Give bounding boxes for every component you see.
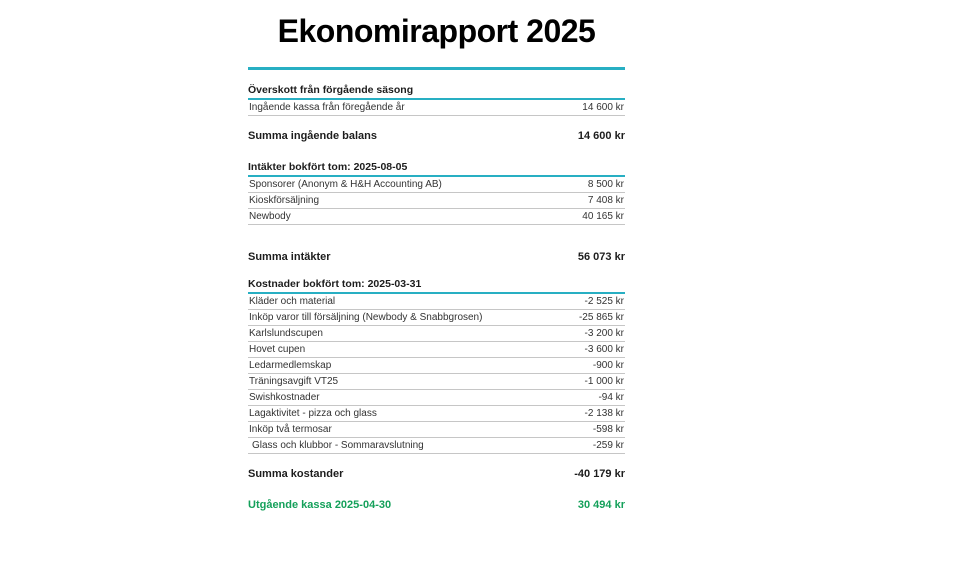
summary-label: Summa ingående balans <box>248 130 377 142</box>
row-amount: 8 500 kr <box>587 179 624 190</box>
table-row <box>248 422 625 438</box>
section-header: Intäkter bokfört tom: 2025-08-05 <box>248 161 625 177</box>
summary-row <box>248 130 625 142</box>
row-amount: -900 kr <box>592 360 624 371</box>
row-label: Träningsavgift VT25 <box>249 376 339 387</box>
summary-amount: 14 600 kr <box>577 130 625 142</box>
summary-amount: 56 073 kr <box>577 251 625 263</box>
table-row <box>248 310 625 326</box>
row-amount: -3 600 kr <box>584 344 624 355</box>
row-amount: -94 kr <box>598 392 624 403</box>
table-row <box>248 342 625 358</box>
title-divider <box>248 67 625 70</box>
summary-row <box>248 251 625 263</box>
row-label: Kioskförsäljning <box>249 195 320 206</box>
page-title: Ekonomirapport 2025 <box>277 13 596 49</box>
row-label: Newbody <box>249 211 291 222</box>
section-opening-balance <box>248 84 625 142</box>
row-label: Ledarmedlemskap <box>249 360 332 371</box>
section-header: Kostnader bokfört tom: 2025-03-31 <box>248 278 625 294</box>
summary-row <box>248 468 625 480</box>
table-row <box>248 438 625 454</box>
row-amount: -2 138 kr <box>584 408 624 419</box>
row-amount: -25 865 kr <box>578 312 624 323</box>
row-amount: -1 000 kr <box>584 376 624 387</box>
row-amount: 14 600 kr <box>582 102 624 113</box>
row-amount: -598 kr <box>592 424 624 435</box>
section-header: Överskott från förgående säsong <box>248 84 625 100</box>
table-row <box>248 177 625 193</box>
table-row <box>248 358 625 374</box>
table-row <box>248 390 625 406</box>
closing-label: Utgående kassa 2025-04-30 <box>248 499 392 511</box>
table-row <box>248 193 625 209</box>
row-label: Ingående kassa från föregående år <box>249 102 405 113</box>
table-row <box>248 326 625 342</box>
row-label: Hovet cupen <box>249 344 306 355</box>
table-row <box>248 209 625 225</box>
table-row <box>248 100 625 116</box>
row-amount: -2 525 kr <box>584 296 624 307</box>
row-label: Inköp varor till försäljning (Newbody & Snabbgrosen) <box>249 312 483 323</box>
row-label: Kläder och material <box>249 296 336 307</box>
summary-label: Summa intäkter <box>248 251 331 263</box>
row-label: Inköp två termosar <box>249 424 332 435</box>
section-costs <box>248 278 625 480</box>
row-label: Sponsorer (Anonym & H&H Accounting AB) <box>249 179 442 190</box>
table-row <box>248 406 625 422</box>
row-label: Karlslundscupen <box>249 328 323 339</box>
row-label: Glass och klubbor - Sommaravslutning <box>252 440 424 451</box>
closing-amount: 30 494 kr <box>577 499 625 511</box>
summary-label: Summa kostander <box>248 468 344 480</box>
table-row <box>248 294 625 310</box>
row-amount: -259 kr <box>592 440 624 451</box>
section-income <box>248 161 625 263</box>
row-label: Swishkostnader <box>249 392 320 403</box>
row-label: Lagaktivitet - pizza och glass <box>249 408 377 419</box>
row-amount: 40 165 kr <box>582 211 624 222</box>
table-row <box>248 374 625 390</box>
row-amount: 7 408 kr <box>587 195 624 206</box>
row-amount: -3 200 kr <box>584 328 624 339</box>
closing-balance-row <box>248 499 625 511</box>
summary-amount: -40 179 kr <box>574 468 625 480</box>
economy-report <box>248 12 625 511</box>
